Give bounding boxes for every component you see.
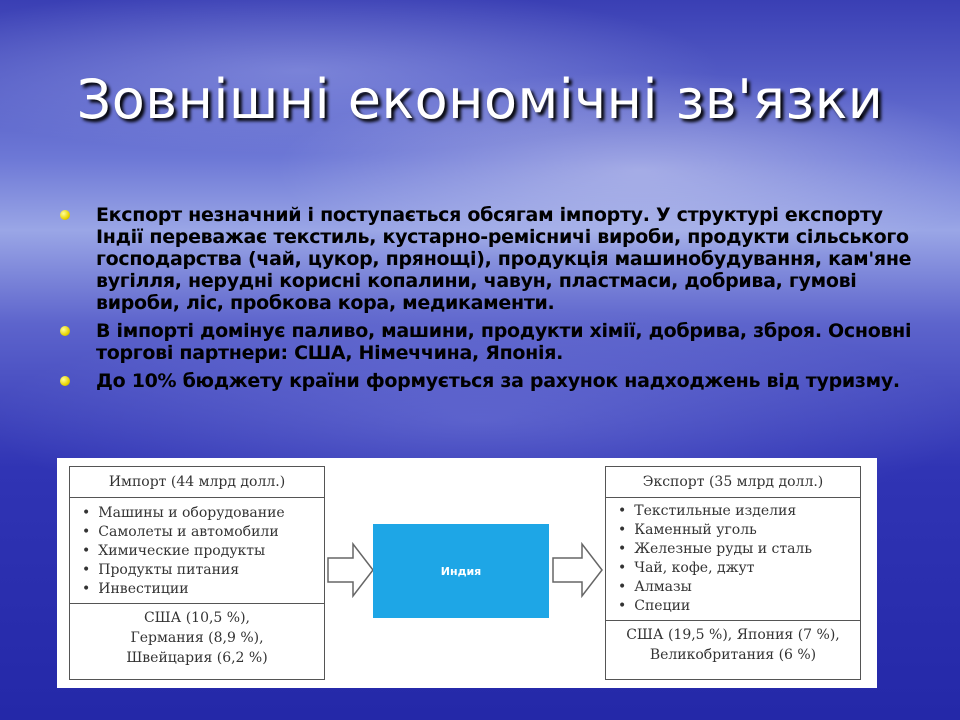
bullet-dot-icon bbox=[60, 376, 70, 386]
bullet-item bbox=[58, 370, 918, 392]
list-item: • Железные руды и сталь bbox=[618, 540, 860, 559]
bullet-dot-icon bbox=[60, 210, 70, 220]
export-panel bbox=[605, 466, 861, 680]
list-item: • Алмазы bbox=[618, 578, 860, 597]
bullet-dot-icon bbox=[60, 326, 70, 336]
bullet-text: До 10% бюджету країни формується за рахунок надходжень від туризму. bbox=[96, 370, 900, 392]
list-item: • Самолеты и автомобили bbox=[82, 523, 324, 542]
list-item: • Текстильные изделия bbox=[618, 502, 860, 521]
partner-line: США (10,5 %), bbox=[143, 610, 251, 626]
arrow-right-icon bbox=[327, 542, 375, 598]
export-items bbox=[606, 498, 860, 621]
import-header: Импорт (44 млрд долл.) bbox=[70, 467, 324, 498]
list-item: • Чай, кофе, джут bbox=[618, 559, 860, 578]
list-item: • Каменный уголь bbox=[618, 521, 860, 540]
partner-line: США (19,5 %), Япония (7 %), bbox=[626, 627, 840, 643]
bullet-list bbox=[58, 204, 918, 398]
trade-diagram bbox=[57, 458, 877, 688]
list-item: • Химические продукты bbox=[82, 542, 324, 561]
list-item: • Продукты питания bbox=[82, 561, 324, 580]
import-items bbox=[70, 498, 324, 604]
export-partners bbox=[606, 621, 860, 665]
import-partners bbox=[70, 604, 324, 668]
india-box: Индия bbox=[373, 524, 549, 618]
bullet-text: В імпорті домінує паливо, машини, продукти хімії, добрива, зброя. Основні торгові партнери: США, Німеччина, Японія. bbox=[96, 320, 912, 364]
import-panel bbox=[69, 466, 325, 680]
list-item: • Инвестиции bbox=[82, 580, 324, 599]
list-item: • Машины и оборудование bbox=[82, 504, 324, 523]
bullet-item bbox=[58, 204, 918, 314]
export-header: Экспорт (35 млрд долл.) bbox=[606, 467, 860, 498]
partner-line: Швейцария (6,2 %) bbox=[126, 650, 268, 666]
arrow-right-icon bbox=[552, 542, 604, 598]
partner-line: Германия (8,9 %), bbox=[130, 630, 264, 646]
bullet-item bbox=[58, 320, 918, 364]
partner-line: Великобритания (6 %) bbox=[649, 647, 817, 663]
bullet-text: Експорт незначний і поступається обсягам імпорту. У структурі експорту Індії переважає текстиль, кустарно-ремісничі вироби, продукти сільського господарства (чай, цукор, прянощі), продукція машинобудування, кам'яне вугілля, нерудні корисні копалини, чавун, пластмаси, добрива, гумові вироби, ліс, пробкова кора, медикаменти. bbox=[96, 204, 912, 314]
list-item: • Специи bbox=[618, 597, 860, 616]
slide-title: Зовнішні економічні зв'язки bbox=[76, 68, 884, 131]
